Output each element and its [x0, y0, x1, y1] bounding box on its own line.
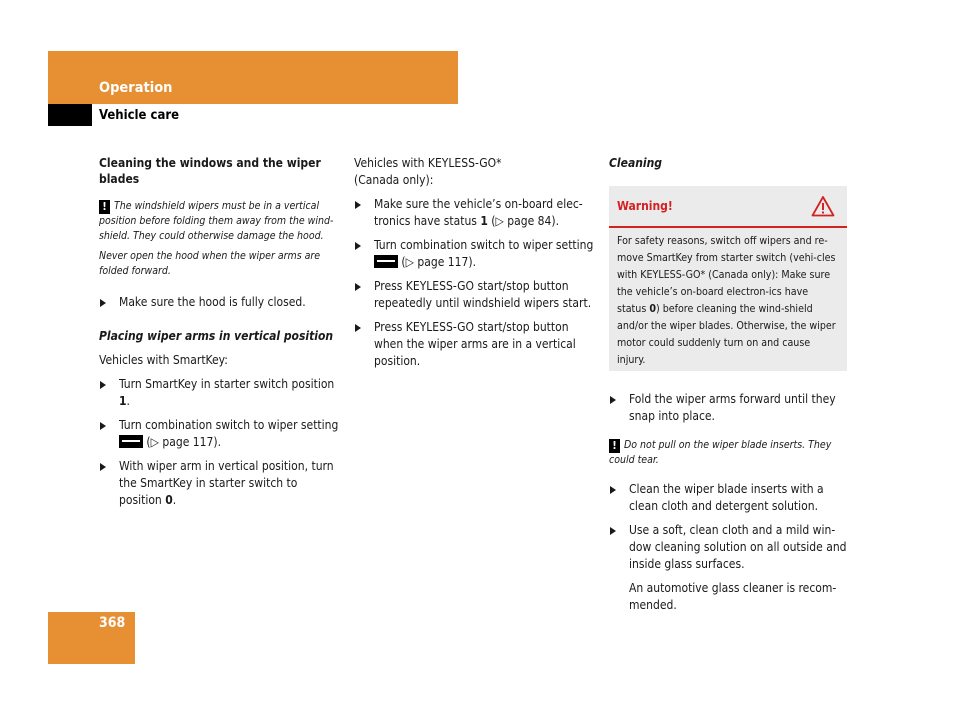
triangle-right-icon [355, 242, 361, 250]
notice-wipers-vertical: ! The windshield wipers must be in a vertical position before folding them away from the wind-shield. They could otherwise damage the hood. [99, 200, 334, 242]
step-hood-closed: Make sure the hood is fully closed. [99, 294, 339, 311]
step-press-button-repeat: Press KEYLESS-GO start/stop button repeatedly until windshield wipers start. [354, 278, 594, 312]
triangle-right-icon [355, 324, 361, 332]
step-combination-switch-keyless: Turn combination switch to wiper setting (▷ page 117). [354, 237, 594, 271]
cleaning-windows-heading: Cleaning the windows and the wiper blades [99, 156, 321, 186]
triangle-right-icon [610, 396, 616, 404]
keyless-label: Vehicles with KEYLESS-GO* (Canada only): [354, 156, 502, 187]
step-combination-switch: Turn combination switch to wiper setting (▷ page 117). [99, 417, 339, 451]
warning-title: Warning! [617, 199, 673, 213]
column-2 [354, 155, 594, 370]
smartkey-label: Vehicles with SmartKey: [99, 353, 228, 367]
triangle-right-icon [610, 486, 616, 494]
placing-wiper-heading: Placing wiper arms in vertical position [99, 329, 334, 343]
notice-hood: Never open the hood when the wiper arms are folded forward. [99, 250, 321, 277]
warning-box [609, 186, 847, 371]
step-fold-wipers: Fold the wiper arms forward until they snap into place. [609, 391, 847, 425]
warning-header [609, 186, 847, 228]
column-3 [609, 155, 847, 614]
triangle-right-icon [610, 527, 616, 535]
notice-blade-inserts: ! Do not pull on the wiper blade inserts. They could tear. [609, 439, 832, 466]
subsection-title: Vehicle care [99, 108, 180, 123]
glass-cleaner-tip: An automotive glass cleaner is recom-mended. [629, 580, 837, 612]
warning-text: For safety reasons, switch off wipers and re-move SmartKey from starter switch (vehi-cles with KEYLESS-GO* (Canada only): Make sure the vehicle’s on-board electron-ics have status 0) before cleaning the wind-shield and/or the wiper blades. Otherwise, the wiper motor could suddenly turn on and cause injury. [617, 235, 836, 366]
notice-icon: ! [99, 200, 110, 214]
step-smartkey-position: Turn SmartKey in starter switch position 1. [99, 376, 339, 410]
triangle-right-icon [355, 201, 361, 209]
triangle-right-icon [100, 381, 106, 389]
wiper-setting-icon [374, 255, 398, 268]
column-1 [99, 155, 339, 509]
header-tab [48, 104, 92, 126]
header-bar [48, 51, 458, 104]
triangle-right-icon [100, 422, 106, 430]
triangle-right-icon [100, 299, 106, 307]
step-press-button-vertical: Press KEYLESS-GO start/stop button when the wiper arms are in a vertical position. [354, 319, 594, 370]
step-window-cleaning: Use a soft, clean cloth and a mild win-dow cleaning solution on all outside and inside glass surfaces. [609, 522, 847, 573]
wiper-setting-icon [119, 435, 143, 448]
step-onboard-status: Make sure the vehicle’s on-board elec-tronics have status 1 (▷ page 84). [354, 196, 594, 230]
section-title: Operation [99, 80, 173, 96]
warning-triangle-icon [811, 195, 835, 217]
triangle-right-icon [100, 463, 106, 471]
cleaning-heading: Cleaning [609, 156, 663, 170]
notice-icon: ! [609, 439, 620, 453]
step-clean-inserts: Clean the wiper blade inserts with a clean cloth and detergent solution. [609, 481, 847, 515]
page-number: 368 [99, 615, 126, 631]
triangle-right-icon [355, 283, 361, 291]
step-turn-smartkey: With wiper arm in vertical position, turn the SmartKey in starter switch to position 0. [99, 458, 339, 509]
